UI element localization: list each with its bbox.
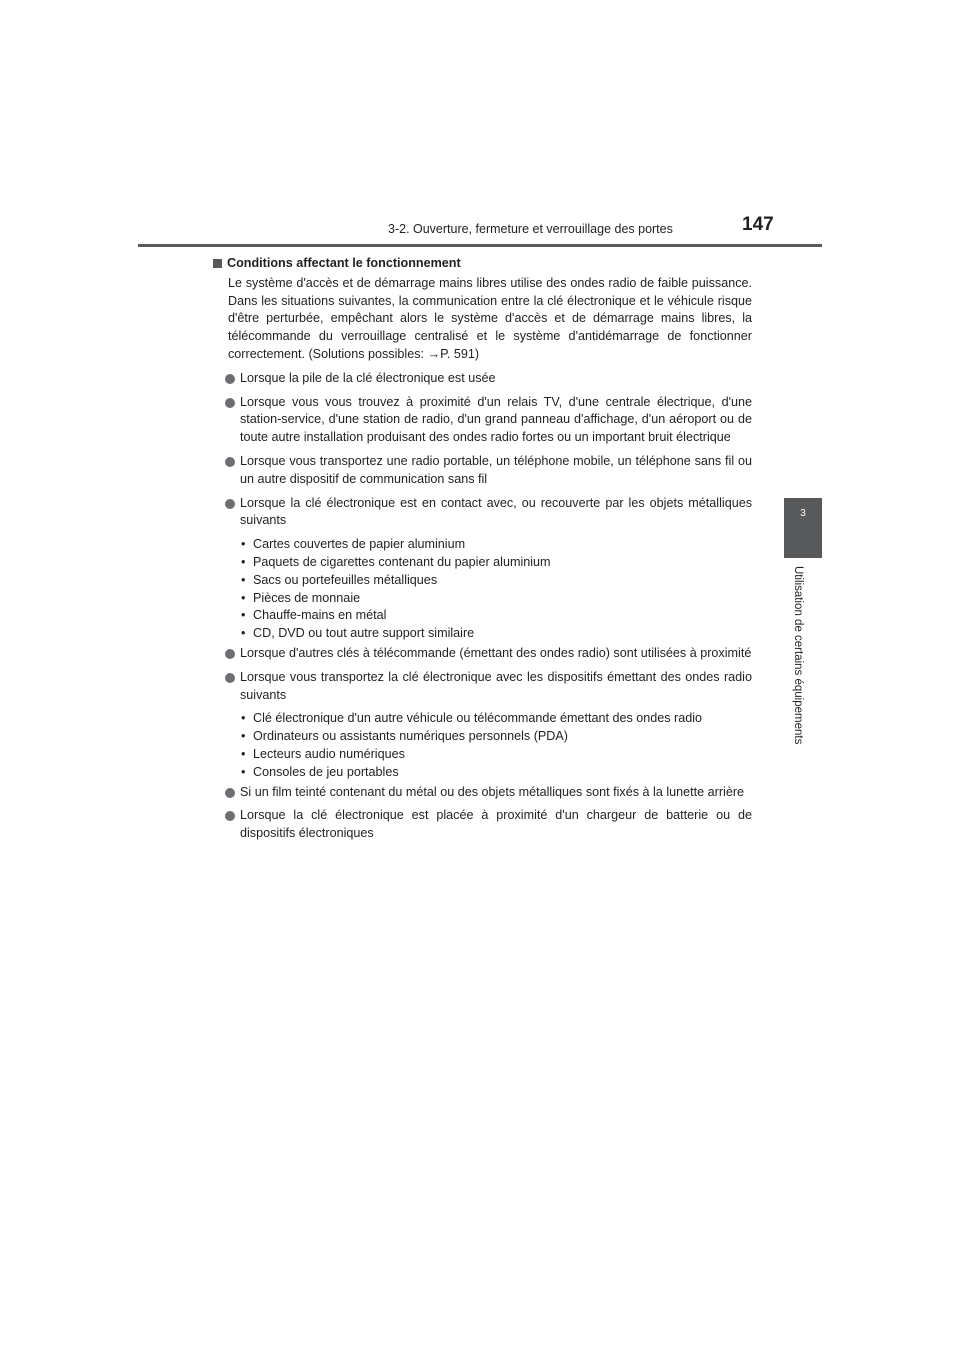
- sub-list-item: • Paquets de cigarettes contenant du papier aluminium: [240, 554, 752, 572]
- bullet-item: [212, 807, 752, 843]
- circle-bullet-icon: [225, 673, 235, 683]
- sub-list-item: • Pièces de monnaie: [240, 590, 752, 608]
- bullet-text: Si un film teinté contenant du métal ou des objets métalliques sont fixés à la lunette arrière: [240, 784, 745, 799]
- circle-bullet-icon: [225, 457, 235, 467]
- section-heading: [212, 255, 752, 273]
- sub-list-item: • Clé électronique d'un autre véhicule ou télécommande émettant des ondes radio: [240, 710, 752, 728]
- bullet-text: Lorsque la pile de la clé électronique est usée: [240, 370, 496, 385]
- main-content: [212, 255, 752, 849]
- page-number: 147: [742, 214, 774, 235]
- sub-list-item: • Sacs ou portefeuilles métalliques: [240, 572, 752, 590]
- sub-list: [212, 710, 752, 781]
- bullet-text: Lorsque vous transportez la clé électronique avec les dispositifs émettant des ondes radio suivants: [240, 669, 752, 702]
- sub-list-item: • Ordinateurs ou assistants numériques personnels (PDA): [240, 728, 752, 746]
- section-title: 3-2. Ouverture, fermeture et verrouillage des portes: [388, 222, 673, 236]
- sub-list-item: • Chauffe-mains en métal: [240, 607, 752, 625]
- bullet-item: [212, 784, 752, 802]
- section-heading-text: Conditions affectant le fonctionnement: [227, 256, 461, 270]
- circle-bullet-icon: [225, 649, 235, 659]
- circle-bullet-icon: [225, 398, 235, 408]
- sub-list-item: • Cartes couvertes de papier aluminium: [240, 536, 752, 554]
- intro-paragraph: Le système d'accès et de démarrage mains libres utilise des ondes radio de faible puissance. Dans les situations suivantes, la communication entre la clé électronique et le véhicule risque d'être perturbée, empêchant alors le système d'accès et de démarrage mains libres, la télécommande du verrouillage centralisé et le système d'antidémarrage de fonctionner correctement. (Solutions possibles: →P. 591): [228, 275, 752, 361]
- bullet-item: [212, 669, 752, 705]
- circle-bullet-icon: [225, 788, 235, 798]
- sub-list-item: • Consoles de jeu portables: [240, 764, 752, 782]
- chapter-tab: 3: [784, 498, 822, 558]
- circle-bullet-icon: [225, 374, 235, 384]
- bullet-text: Lorsque d'autres clés à télécommande (émettant des ondes radio) sont utilisées à proximité: [240, 645, 752, 660]
- bullet-item: [212, 370, 752, 388]
- circle-bullet-icon: [225, 811, 235, 821]
- bullet-text: Lorsque vous vous trouvez à proximité d'un relais TV, d'une centrale électrique, d'une station-service, d'une station de radio, d'un grand panneau d'affichage, d'un aéroport ou de toute autre installation produisant des ondes radio fortes ou un important bruit électrique: [240, 394, 752, 445]
- bullet-text: Lorsque vous transportez une radio portable, un téléphone mobile, un téléphone sans fil ou un autre dispositif de communication sans fil: [240, 453, 752, 486]
- sub-list-item: • CD, DVD ou tout autre support similaire: [240, 625, 752, 643]
- sub-list-item: • Lecteurs audio numériques: [240, 746, 752, 764]
- bullet-text: Lorsque la clé électronique est placée à proximité d'un chargeur de batterie ou de dispositifs électroniques: [240, 808, 752, 841]
- bullet-item: [212, 645, 752, 663]
- bullet-item: [212, 394, 752, 447]
- header-rule: [138, 244, 822, 247]
- chapter-title: Utilisation de certains équipements: [792, 566, 804, 745]
- sub-list: [212, 536, 752, 643]
- circle-bullet-icon: [225, 499, 235, 509]
- bullet-item: [212, 453, 752, 489]
- bullet-text: Lorsque la clé électronique est en contact avec, ou recouverte par les objets métalliques suivants: [240, 495, 752, 528]
- square-bullet-icon: [213, 259, 222, 268]
- bullet-item: [212, 495, 752, 531]
